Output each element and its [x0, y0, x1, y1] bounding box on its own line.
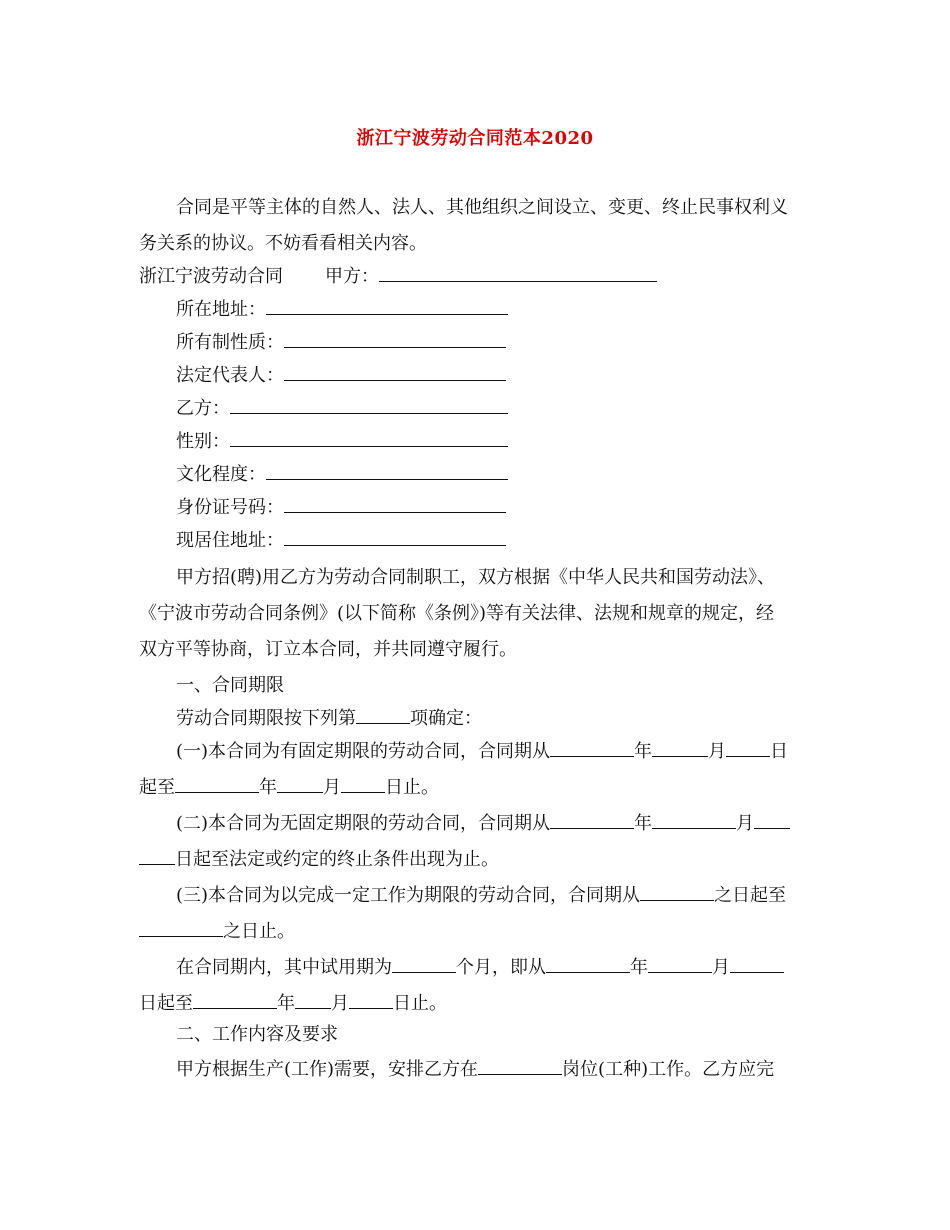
text: 岗位(工种)工作。乙方应完: [562, 1059, 775, 1080]
blank: [341, 776, 385, 793]
blank: [349, 992, 393, 1009]
blank: [139, 848, 175, 865]
text: 起至: [139, 777, 175, 798]
blank: [478, 1058, 562, 1075]
blank: [295, 992, 331, 1009]
field-blank: [230, 430, 508, 447]
field-ownership: [176, 331, 506, 355]
text: 之日止。: [223, 921, 295, 942]
field-label: 性别：: [176, 431, 230, 452]
work-line: [176, 1058, 774, 1082]
field-education: [176, 463, 508, 487]
text: 劳动合同期限按下列第: [176, 708, 356, 729]
blank: [652, 812, 736, 829]
body-paragraph-line: 《宁波市劳动合同条例》(以下简称《条例》)等有关法律、法规和规章的规定，经: [139, 603, 775, 624]
intro-paragraph-line: 合同是平等主体的自然人、法人、其他组织之间设立、变更、终止民事权利义: [176, 197, 788, 218]
text: 日: [770, 741, 789, 762]
text: 日止。: [393, 993, 447, 1014]
text: 月: [736, 813, 755, 834]
item2-line: [176, 812, 790, 836]
field-label: 所在地址：: [176, 299, 266, 320]
field-blank: [284, 529, 506, 546]
field-blank: [266, 298, 508, 315]
text: 项确定：: [410, 708, 482, 729]
body-paragraph-line: 甲方招(聘)用乙方为劳动合同制职工，双方根据《中华人民共和国劳动法》、: [176, 567, 776, 588]
section-heading: 二、工作内容及要求: [176, 1024, 338, 1045]
field-current-address: [176, 529, 506, 553]
blank: [550, 740, 634, 757]
text: 日起至法定或约定的终止条件出现为止。: [175, 849, 499, 870]
item3-line2: [139, 920, 295, 944]
blank: [277, 776, 323, 793]
party-a-label: 甲方：: [325, 266, 379, 287]
blank: [726, 740, 770, 757]
blank: [175, 776, 259, 793]
text: 甲方根据生产(工作)需要，安排乙方在: [176, 1059, 479, 1080]
blank: [546, 956, 630, 973]
item1-line: [176, 740, 788, 764]
trial-line2: [139, 992, 447, 1016]
field-label: 文化程度：: [176, 464, 266, 485]
text: 日起至: [139, 993, 193, 1014]
blank: [640, 884, 714, 901]
text: 月: [323, 777, 341, 798]
field-label: 乙方：: [176, 398, 230, 419]
text: 月: [331, 993, 349, 1014]
field-blank: [284, 496, 506, 513]
field-label: 身份证号码：: [176, 497, 284, 518]
blank: [356, 707, 410, 724]
section-heading: 一、合同期限: [176, 675, 284, 696]
item1-line2: [139, 776, 439, 800]
text: 日止。: [385, 777, 439, 798]
term-line: [176, 707, 482, 731]
text: (一)本合同为有固定期限的劳动合同，合同期从: [176, 741, 551, 762]
blank: [193, 992, 277, 1009]
page-title: 浙江宁波劳动合同范本2020: [356, 128, 594, 149]
text: 年: [277, 993, 295, 1014]
text: 在合同期内，其中试用期为: [176, 957, 392, 978]
field-label: 现居住地址：: [176, 530, 284, 551]
text: 年: [630, 957, 648, 978]
text: 月: [708, 741, 727, 762]
text: 年: [634, 741, 653, 762]
contract-name: 浙江宁波劳动合同: [139, 266, 283, 287]
field-blank: [230, 397, 508, 414]
field-blank: [284, 331, 506, 348]
text: 年: [259, 777, 277, 798]
field-address: [176, 298, 508, 322]
text: 个月，即从: [456, 957, 546, 978]
blank: [648, 956, 712, 973]
item2-line2: [139, 848, 499, 872]
field-party-b: [176, 397, 508, 421]
field-label: 法定代表人：: [176, 365, 284, 386]
party-a-line: [139, 265, 657, 289]
text: (二)本合同为无固定期限的劳动合同，合同期从: [176, 813, 551, 834]
field-blank: [284, 364, 506, 381]
body-paragraph-line: 双方平等协商，订立本合同，并共同遵守履行。: [139, 639, 517, 660]
text: (三)本合同为以完成一定工作为期限的劳动合同，合同期从: [176, 885, 641, 906]
field-legal-rep: [176, 364, 506, 388]
text: 月: [712, 957, 730, 978]
field-blank: [266, 463, 508, 480]
blank: [730, 956, 784, 973]
item3-line: [176, 884, 786, 908]
text: 年: [634, 813, 653, 834]
party-a-blank: [379, 265, 657, 282]
field-id-number: [176, 496, 506, 520]
blank: [550, 812, 634, 829]
field-gender: [176, 430, 508, 454]
blank: [754, 812, 790, 829]
text: 之日起至: [714, 885, 787, 906]
field-label: 所有制性质：: [176, 332, 284, 353]
intro-paragraph-line: 务关系的协议。不妨看看相关内容。: [139, 233, 427, 254]
blank: [139, 920, 223, 937]
blank: [392, 956, 456, 973]
blank: [652, 740, 708, 757]
trial-line: [176, 956, 784, 980]
